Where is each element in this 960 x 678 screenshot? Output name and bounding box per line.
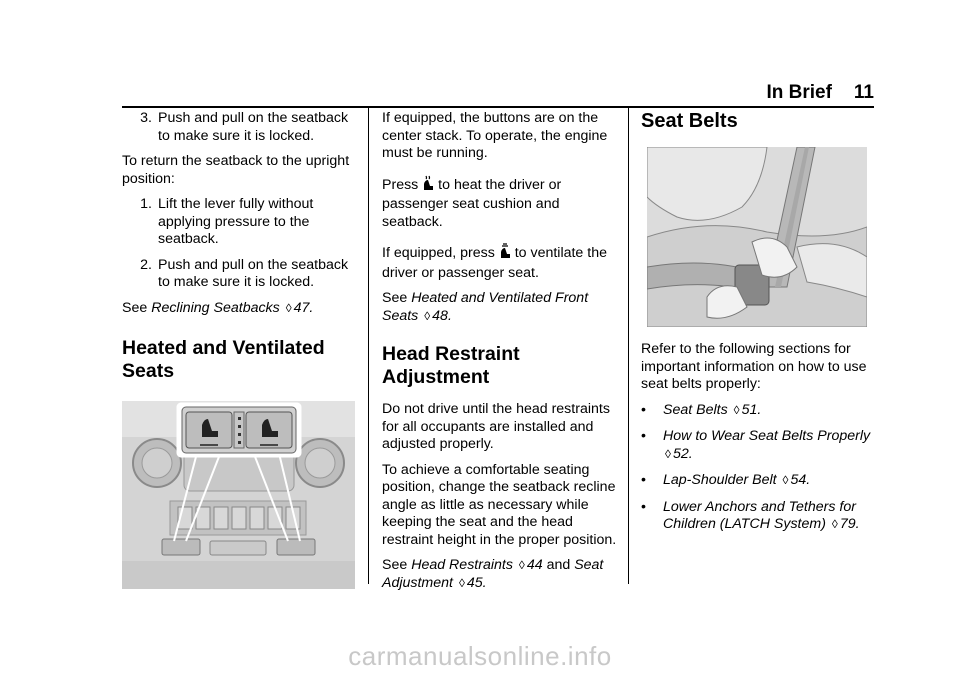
reference-link[interactable]: Head Restraints (411, 557, 513, 573)
seat-belt-illustration (647, 147, 867, 327)
list-item-text (663, 472, 877, 490)
step-text: Lift the lever fully without applying pressure to the seatback. (158, 196, 314, 247)
page-ref-icon: ◊ (782, 473, 789, 487)
see-reference-heated (382, 290, 618, 325)
page-ref-icon: ◊ (665, 446, 671, 461)
page-header (766, 82, 874, 104)
watermark: carmanualsonline.info (348, 641, 612, 671)
page-ref-icon: ◊ (424, 308, 431, 323)
reference-page[interactable]: 51. (741, 401, 762, 418)
reference-link[interactable]: How to Wear Seat Belts Properly (663, 428, 871, 444)
bullet: • (641, 401, 646, 418)
header-rule (122, 106, 874, 108)
reference-page[interactable]: 45. (466, 574, 487, 591)
see-prefix: See (382, 290, 408, 306)
head-restraint-warning: Do not drive until the head restraints for all occupants are installed and adjusted properly. (382, 401, 610, 452)
substep-2 (122, 257, 358, 292)
press-prefix: Press (382, 176, 419, 193)
list-item-text (663, 402, 877, 420)
step-text: Push and pull on the seatback to make sure it is locked. (158, 110, 349, 144)
see-prefix: See (382, 557, 408, 573)
list-item-text (663, 428, 877, 463)
vent-prefix: If equipped, press (382, 245, 495, 261)
list-item-text (663, 499, 877, 534)
heat-instruction (382, 175, 618, 232)
reference-page[interactable]: 44 (526, 557, 543, 573)
step-3 (122, 110, 358, 145)
page-ref-icon: ◊ (518, 558, 525, 572)
step-number: 1. (140, 196, 152, 212)
heading-head-restraint: Head Restraint Adjustment (382, 343, 520, 388)
bullet: • (641, 428, 646, 444)
reference-link[interactable]: Lower Anchors and Tethers for Children (LATCH System) (663, 498, 856, 532)
column-divider-1 (368, 108, 369, 584)
see-prefix: See (122, 299, 148, 316)
list-item (641, 402, 877, 420)
see-reference-restraints (382, 557, 618, 592)
page-ref-icon: ◊ (831, 517, 838, 531)
section-title: In Brief (766, 82, 832, 103)
seat-belt-intro: Refer to the following sections for important information on how to use seat belts properly: (641, 341, 867, 392)
reference-page[interactable]: 52. (672, 445, 693, 462)
center-stack-drawing (122, 401, 355, 589)
list-item (641, 428, 877, 463)
return-paragraph: To return the seatback to the upright position: (122, 153, 350, 187)
step-number: 2. (140, 256, 152, 273)
list-item (641, 472, 877, 490)
buttons-location-paragraph: If equipped, the buttons are on the center stack. To operate, the engine must be running. (382, 110, 608, 161)
vent-instruction (382, 243, 618, 282)
substep-1 (122, 196, 358, 249)
seating-position-paragraph: To achieve a comfortable seating position, change the seatback recline angle as little as necessary while keeping the seat and the head restraint height in the proper position. (382, 461, 617, 548)
reference-link[interactable]: Seat Adjustment (382, 557, 604, 591)
page-ref-icon: ◊ (458, 575, 465, 590)
page-number: 11 (853, 82, 874, 103)
column-1 (122, 110, 358, 589)
reference-link[interactable]: Reclining Seatbacks (151, 299, 280, 316)
see-reference (122, 300, 358, 318)
reference-page[interactable]: 79. (839, 516, 860, 532)
seat-belt-drawing (647, 147, 867, 327)
reference-page[interactable]: 54. (790, 472, 811, 488)
bullet: • (641, 498, 646, 515)
bullet: • (641, 472, 646, 488)
column-divider-2 (628, 108, 629, 584)
heated-seat-icon (422, 175, 434, 197)
list-item (641, 499, 877, 534)
column-2 (382, 110, 618, 600)
center-stack-illustration (122, 401, 355, 589)
reference-page[interactable]: 47. (293, 299, 314, 316)
page-ref-icon: ◊ (733, 402, 740, 417)
reference-link[interactable]: Seat Belts (663, 401, 728, 418)
column-3 (641, 110, 877, 543)
reference-link[interactable]: Lap-Shoulder Belt (663, 472, 777, 488)
reference-page[interactable]: 48. (432, 307, 452, 324)
step-number: 3. (140, 110, 152, 126)
heading-seat-belts: Seat Belts (641, 110, 738, 132)
step-text: Push and pull on the seatback to make sure it is locked. (158, 256, 349, 290)
vent-rest: to ventilate the driver or passenger seat. (382, 245, 607, 281)
seat-belt-reference-list (641, 402, 877, 534)
page-ref-icon: ◊ (285, 300, 292, 315)
ventilated-seat-icon (499, 243, 511, 265)
reference-link[interactable]: Heated and Ventilated Front Seats (382, 290, 589, 324)
and-text: and (546, 557, 571, 573)
heading-heated-ventilated: Heated and Ventilated Seats (122, 337, 325, 382)
press-rest: to heat the driver or passenger seat cushion and seatback. (382, 176, 562, 230)
